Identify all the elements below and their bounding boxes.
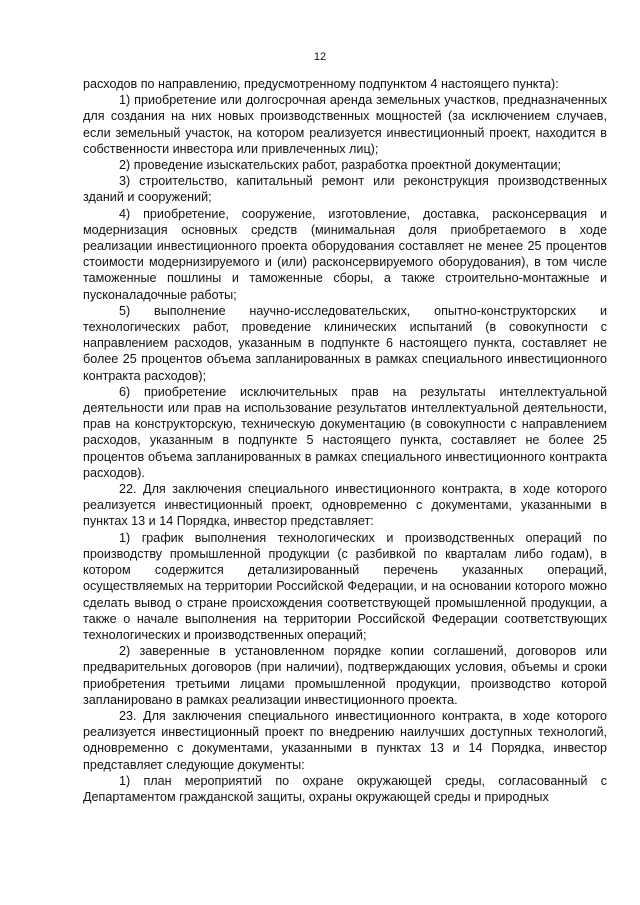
paragraph: 22. Для заключения специального инвестиционного контракта, в ходе которого реализуется инвестиционный проект, одновременно с документами, указанными в пунктах 13 и 14 Порядка, инвестор представляет: <box>83 482 607 529</box>
paragraph: 1) график выполнения технологических и производственных операций по производству промышленной продукции (с разбивкой по кварталам либо годам), в котором содержится детализированный перечень указанных операций, осуществляемых на территории Российской Федерации, и на основании которого можно сделать вывод о стране происхождения соответствующей промышленной продукции, а также о начале выполнения на территории Российской Федерации соответствующих технологических и производственных операций; <box>83 530 607 642</box>
page-number: 12 <box>313 51 327 63</box>
paragraph: 4) приобретение, сооружение, изготовление, доставка, расконсервация и модернизация основных средств (минимальная доля приобретаемого в ходе реализации инвестиционного проекта оборудования составляет не менее 25 процентов стоимости модернизируемого и (или) расконсервируемого оборудования), в том числе таможенные пошлины и таможенные сборы, а также строительно-монтажные и пусконаладочные работы; <box>83 206 607 302</box>
paragraph: 23. Для заключения специального инвестиционного контракта, в ходе которого реализуется инвестиционный проект по внедрению наилучших доступных технологий, одновременно с документами, указанными в пунктах 13 и 14 Порядка, инвестор представляет следующие документы: <box>83 708 607 772</box>
paragraph: 5) выполнение научно-исследовательских, опытно-конструкторских и технологических работ, проведение клинических испытаний (в совокупности с направлением расходов, указанным в подпункте 6 настоящего пункта, составляет не более 25 процентов объема запланированных в рамках специального инвестиционного контракта расходов); <box>83 303 607 383</box>
paragraph: 3) строительство, капитальный ремонт или реконструкция производственных зданий и сооружений; <box>83 174 607 205</box>
paragraph: 1) план мероприятий по охране окружающей среды, согласованный с Департаментом гражданской защиты, охраны окружающей среды и природных <box>83 773 607 804</box>
paragraph: 6) приобретение исключительных прав на результаты интеллектуальной деятельности или прав на использование результатов интеллектуальной деятельности, прав на конструкторскую, техническую документацию (в совокупности с направлением расходов, указанным в подпункте 5 настоящего пункта, составляет не более 25 процентов объема запланированных в рамках специального инвестиционного контракта расходов). <box>83 384 607 480</box>
paragraph: 2) проведение изыскательских работ, разработка проектной документации; <box>119 158 561 173</box>
document-body <box>83 76 607 805</box>
paragraph: расходов по направлению, предусмотренному подпунктом 4 настоящего пункта): <box>83 77 559 91</box>
paragraph: 1) приобретение или долгосрочная аренда земельных участков, предназначенных для создания на них новых производственных мощностей (за исключением случаев, если земельный участок, на котором реализуется инвестиционный проект, находится в собственности инвестора или привлеченных лиц); <box>83 93 607 156</box>
paragraph: 2) заверенные в установленном порядке копии соглашений, договоров или предварительных договоров (при наличии), подтверждающих условия, объемы и сроки приобретения третьими лицами промышленной продукции, производство которой запланировано в рамках реализации инвестиционного проекта. <box>83 644 607 707</box>
